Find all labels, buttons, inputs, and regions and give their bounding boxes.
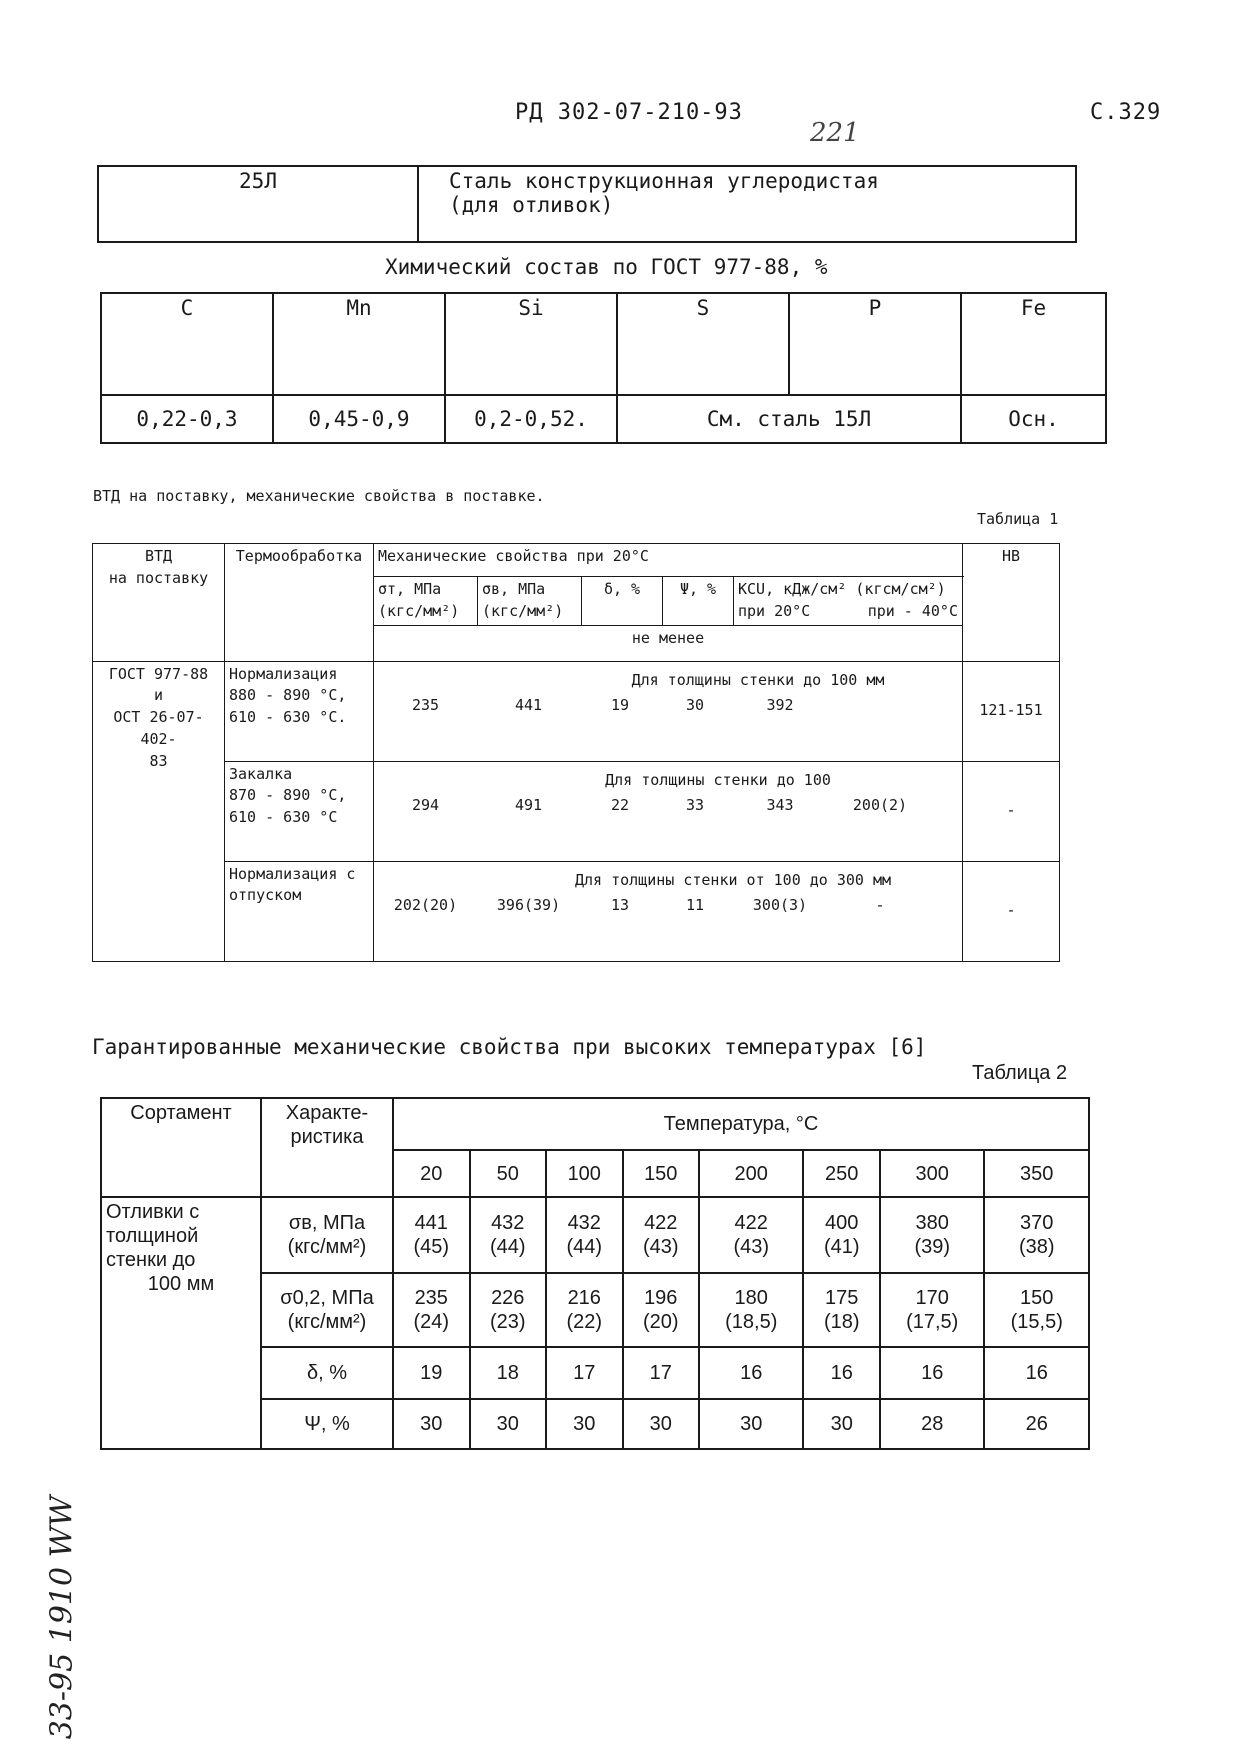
t1-header-kcu: KCU, кДж/см² (кгсм/см²) при 20°С при - 40°С <box>734 577 963 626</box>
chem-header-fe: Fe <box>961 293 1106 395</box>
chem-header-si: Si <box>445 293 617 395</box>
t1-row1-psi: 30 <box>685 696 705 715</box>
t1-header-kcu-m40: при - 40°С <box>867 601 958 620</box>
table-cell: 150 (15,5) <box>984 1273 1089 1347</box>
material-grade: 25Л <box>98 166 418 242</box>
t1-row2-note: Для толщины стенки до 100 <box>605 770 831 789</box>
material-description-line2: (для отливок) <box>449 193 614 217</box>
table-cell: 400 (41) <box>803 1197 880 1273</box>
table-cell: 30 <box>623 1399 700 1449</box>
t1-row3-delta: 13 <box>610 896 630 915</box>
table-cell: 18 <box>470 1347 547 1399</box>
table-cell: 30 <box>393 1399 470 1449</box>
t1-row3-st: 202(20) <box>393 896 458 915</box>
t1-row1-note: Для толщины стенки до 100 мм <box>631 670 885 689</box>
t1-row2-psi: 33 <box>685 796 705 815</box>
margin-handwritten-note: 33-95 1910 WW <box>44 1495 80 1740</box>
t1-row1-treatment: Нормализация 880 - 890 °С, 610 - 630 °С. <box>225 661 374 761</box>
t2-temp-300: 300 <box>880 1150 984 1197</box>
t2-temp-150: 150 <box>623 1150 700 1197</box>
chem-header-p: P <box>789 293 961 395</box>
t2-row-sigma-b <box>101 1197 1089 1273</box>
t1-header-min: не менее <box>374 625 963 661</box>
t1-row1-kcu20: 392 <box>766 696 794 715</box>
chem-value-fe: Осн. <box>961 395 1106 443</box>
document-code: РД 302-07-210-93 <box>515 100 743 125</box>
t2-temp-20: 20 <box>393 1150 470 1197</box>
t1-header-vtd: ВТД на поставку <box>93 544 225 662</box>
t1-header-hb: НВ <box>963 544 1060 662</box>
chem-value-mn: 0,45-0,9 <box>273 395 445 443</box>
t1-row3-kcum40: - <box>875 896 885 915</box>
chem-header-mn: Mn <box>273 293 445 395</box>
t1-header-sigma-t: σт, МПа (кгс/мм²) <box>374 577 478 626</box>
table-cell: 196 (20) <box>623 1273 700 1347</box>
table1 <box>92 543 1060 962</box>
t1-row3-psi: 11 <box>685 896 705 915</box>
table-cell: 16 <box>880 1347 984 1399</box>
material-table <box>97 165 1077 243</box>
table-cell: 180 (18,5) <box>699 1273 803 1347</box>
t1-row2-values <box>374 761 963 861</box>
t2-temp-250: 250 <box>803 1150 880 1197</box>
t2-header-temp: Температура, °С <box>393 1098 1089 1150</box>
table-cell: 16 <box>699 1347 803 1399</box>
t2-temp-200: 200 <box>699 1150 803 1197</box>
table-cell: 26 <box>984 1399 1089 1449</box>
table-cell: 19 <box>393 1347 470 1399</box>
t1-row1-values <box>374 661 963 761</box>
t1-row2-hb: - <box>963 761 1060 861</box>
chem-value-c: 0,22-0,3 <box>101 395 273 443</box>
t1-row3-sb: 396(39) <box>496 896 561 915</box>
table-cell: 30 <box>803 1399 880 1449</box>
page-number: С.329 <box>1090 100 1162 125</box>
t1-row3-kcu20: 300(3) <box>752 896 808 915</box>
table-cell: 17 <box>623 1347 700 1399</box>
table-cell: 28 <box>880 1399 984 1449</box>
t2-char-delta: δ, % <box>261 1347 393 1399</box>
table-cell: 170 (17,5) <box>880 1273 984 1347</box>
table-cell: 16 <box>803 1347 880 1399</box>
table-cell: 380 (39) <box>880 1197 984 1273</box>
t1-row2-sb: 491 <box>514 796 543 815</box>
chem-header-s: S <box>617 293 789 395</box>
table2-label: Таблица 2 <box>972 1062 1068 1084</box>
table-cell: 226 (23) <box>470 1273 547 1347</box>
table-cell: 441 (45) <box>393 1197 470 1273</box>
table-cell: 30 <box>546 1399 623 1449</box>
table-cell: 30 <box>699 1399 803 1449</box>
chem-value-s-p: См. сталь 15Л <box>617 395 961 443</box>
t1-row3-hb: - <box>963 861 1060 961</box>
t2-header-sort: Сортамент <box>101 1098 261 1197</box>
t1-header-psi: Ψ, % <box>663 577 734 626</box>
table-cell: 216 (22) <box>546 1273 623 1347</box>
table-cell: 16 <box>984 1347 1089 1399</box>
t2-temp-50: 50 <box>470 1150 547 1197</box>
table-cell: 175 (18) <box>803 1273 880 1347</box>
table2 <box>100 1097 1090 1450</box>
t1-row3-note: Для толщины стенки от 100 до 300 мм <box>574 870 892 889</box>
t1-gost: ГОСТ 977-88 и ОСТ 26-07-402- 83 <box>93 661 225 961</box>
t1-header-sigma-b: σв, МПа (кгс/мм²) <box>478 577 582 626</box>
table-cell: 422 (43) <box>699 1197 803 1273</box>
t1-row1-kcum40 <box>830 695 930 717</box>
table-cell: 370 (38) <box>984 1197 1089 1273</box>
t1-header-delta: δ, % <box>582 577 663 626</box>
t1-header-mech: Механические свойства при 20°С <box>374 544 963 577</box>
t1-header-heat: Термообработка <box>225 544 374 662</box>
t1-row3-values <box>374 861 963 961</box>
table-cell: 17 <box>546 1347 623 1399</box>
table1-label: Таблица 1 <box>977 510 1059 528</box>
t1-row1-sb: 441 <box>514 696 543 715</box>
t2-sortament: Отливки с толщиной стенки до 100 мм <box>101 1197 261 1449</box>
t1-row1-delta: 19 <box>610 696 630 715</box>
table-cell: 422 (43) <box>623 1197 700 1273</box>
material-description <box>418 166 1076 242</box>
t1-row2-treatment: Закалка 870 - 890 °С, 610 - 630 °С <box>225 761 374 861</box>
t1-row1-hb: 121-151 <box>963 661 1060 761</box>
t2-temp-350: 350 <box>984 1150 1089 1197</box>
chem-header-c: C <box>101 293 273 395</box>
handwritten-mark: 221 <box>810 118 860 148</box>
t1-header-kcu-20: при 20°С <box>738 601 811 620</box>
chem-title: Химический состав по ГОСТ 977-88, % <box>385 255 828 279</box>
table-cell: 235 (24) <box>393 1273 470 1347</box>
t1-row1-st: 235 <box>411 696 440 715</box>
chem-value-si: 0,2-0,52. <box>445 395 617 443</box>
chem-table <box>100 292 1107 444</box>
t2-temp-100: 100 <box>546 1150 623 1197</box>
t1-row3-treatment: Нормализация с отпуском <box>225 861 374 961</box>
t2-char-sigma-b: σв, МПа (кгс/мм²) <box>261 1197 393 1273</box>
table-cell: 432 (44) <box>470 1197 547 1273</box>
table2-title: Гарантированные механические свойства при высоких температурах [6] <box>92 1035 927 1059</box>
t1-row2-st: 294 <box>411 796 440 815</box>
t1-row2-kcu20: 343 <box>766 796 794 815</box>
t2-char-sigma-02: σ0,2, МПа (кгс/мм²) <box>261 1273 393 1347</box>
t1-row2-kcum40: 200(2) <box>852 796 908 815</box>
t2-header-char: Характе- ристика <box>261 1098 393 1197</box>
table-cell: 432 (44) <box>546 1197 623 1273</box>
t2-char-psi: Ψ, % <box>261 1399 393 1449</box>
material-description-line1: Сталь конструкционная углеродистая <box>449 169 879 193</box>
t1-row2-delta: 22 <box>610 796 630 815</box>
table1-intro: ВТД на поставку, механические свойства в поставке. <box>93 487 545 505</box>
table-cell: 30 <box>470 1399 547 1449</box>
